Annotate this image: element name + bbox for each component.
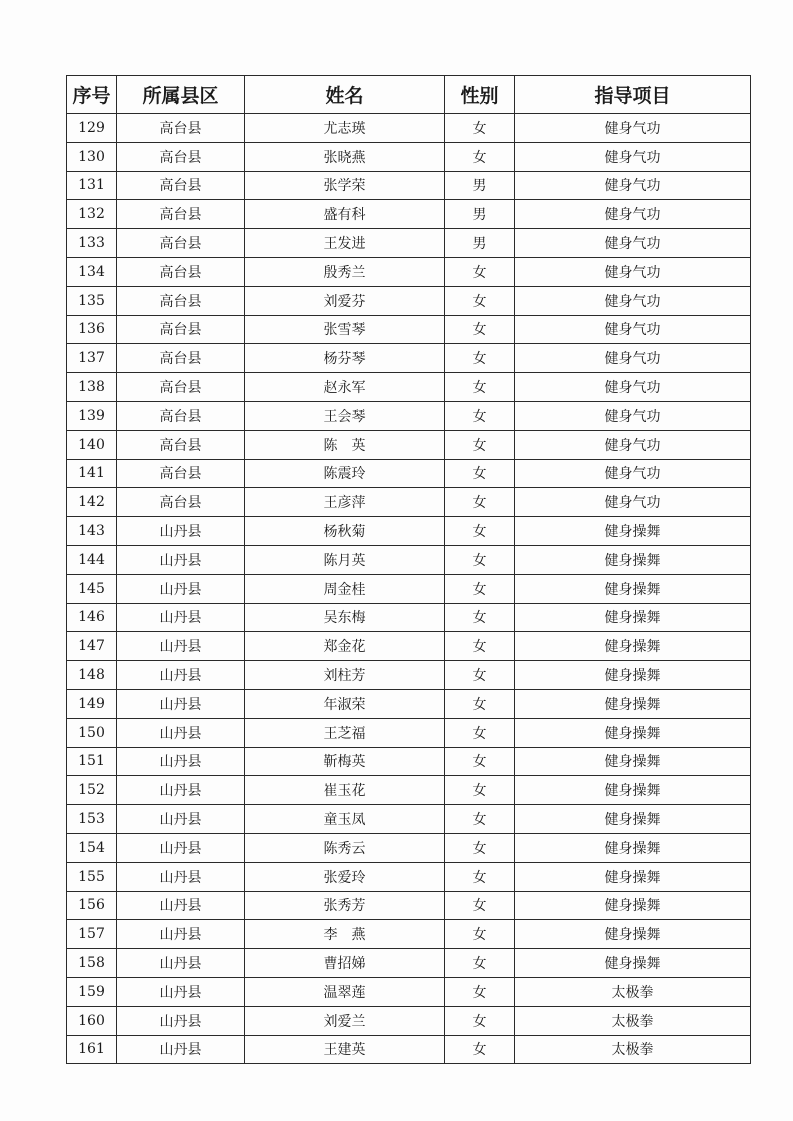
cell-name: 童玉凤 xyxy=(245,805,445,834)
cell-name: 曹招娣 xyxy=(245,949,445,978)
cell-project: 健身气功 xyxy=(515,171,751,200)
cell-gender: 女 xyxy=(445,891,515,920)
table-row xyxy=(67,114,751,143)
cell-county: 高台县 xyxy=(117,200,245,229)
cell-gender: 女 xyxy=(445,430,515,459)
cell-county: 山丹县 xyxy=(117,776,245,805)
cell-county: 高台县 xyxy=(117,171,245,200)
cell-no: 144 xyxy=(67,545,117,574)
table-row xyxy=(67,949,751,978)
table-row xyxy=(67,344,751,373)
cell-project: 健身气功 xyxy=(515,488,751,517)
cell-name: 王彦萍 xyxy=(245,488,445,517)
cell-gender: 女 xyxy=(445,805,515,834)
cell-no: 151 xyxy=(67,747,117,776)
cell-no: 148 xyxy=(67,661,117,690)
cell-no: 132 xyxy=(67,200,117,229)
cell-county: 山丹县 xyxy=(117,545,245,574)
cell-project: 健身气功 xyxy=(515,373,751,402)
cell-name: 盛有科 xyxy=(245,200,445,229)
table-row xyxy=(67,373,751,402)
cell-gender: 女 xyxy=(445,114,515,143)
cell-name: 刘爱芬 xyxy=(245,286,445,315)
cell-project: 健身气功 xyxy=(515,286,751,315)
table-row xyxy=(67,920,751,949)
cell-county: 高台县 xyxy=(117,286,245,315)
cell-gender: 女 xyxy=(445,949,515,978)
cell-project: 健身气功 xyxy=(515,459,751,488)
cell-project: 健身气功 xyxy=(515,200,751,229)
cell-county: 高台县 xyxy=(117,459,245,488)
cell-county: 山丹县 xyxy=(117,862,245,891)
cell-no: 135 xyxy=(67,286,117,315)
table-row xyxy=(67,488,751,517)
cell-name: 陈秀云 xyxy=(245,833,445,862)
cell-name: 王会琴 xyxy=(245,401,445,430)
table-row xyxy=(67,142,751,171)
cell-name: 温翠莲 xyxy=(245,977,445,1006)
header-no: 序号 xyxy=(67,76,117,114)
cell-county: 山丹县 xyxy=(117,891,245,920)
table-row xyxy=(67,517,751,546)
cell-project: 健身操舞 xyxy=(515,891,751,920)
table-row xyxy=(67,805,751,834)
table-body xyxy=(67,114,751,1064)
cell-county: 山丹县 xyxy=(117,949,245,978)
cell-county: 山丹县 xyxy=(117,689,245,718)
table-header-row xyxy=(67,76,751,114)
cell-county: 山丹县 xyxy=(117,574,245,603)
cell-gender: 女 xyxy=(445,632,515,661)
cell-county: 山丹县 xyxy=(117,747,245,776)
table-row xyxy=(67,977,751,1006)
table-row xyxy=(67,171,751,200)
cell-gender: 女 xyxy=(445,661,515,690)
cell-name: 周金桂 xyxy=(245,574,445,603)
cell-no: 139 xyxy=(67,401,117,430)
table-row xyxy=(67,315,751,344)
cell-county: 高台县 xyxy=(117,114,245,143)
table-row xyxy=(67,229,751,258)
cell-name: 王发进 xyxy=(245,229,445,258)
cell-county: 高台县 xyxy=(117,257,245,286)
cell-county: 山丹县 xyxy=(117,833,245,862)
cell-no: 146 xyxy=(67,603,117,632)
cell-name: 靳梅英 xyxy=(245,747,445,776)
cell-name: 尤志瑛 xyxy=(245,114,445,143)
cell-no: 137 xyxy=(67,344,117,373)
cell-name: 陈月英 xyxy=(245,545,445,574)
table-row xyxy=(67,545,751,574)
cell-no: 149 xyxy=(67,689,117,718)
cell-county: 山丹县 xyxy=(117,920,245,949)
cell-name: 杨芬琴 xyxy=(245,344,445,373)
cell-project: 太极拳 xyxy=(515,1035,751,1064)
cell-name: 张雪琴 xyxy=(245,315,445,344)
cell-name: 王建英 xyxy=(245,1035,445,1064)
cell-gender: 女 xyxy=(445,920,515,949)
cell-name: 张爱玲 xyxy=(245,862,445,891)
cell-name: 郑金花 xyxy=(245,632,445,661)
cell-no: 158 xyxy=(67,949,117,978)
cell-gender: 女 xyxy=(445,1006,515,1035)
cell-project: 健身气功 xyxy=(515,430,751,459)
table-row xyxy=(67,430,751,459)
cell-project: 健身气功 xyxy=(515,401,751,430)
cell-gender: 女 xyxy=(445,862,515,891)
cell-county: 高台县 xyxy=(117,430,245,459)
cell-gender: 男 xyxy=(445,171,515,200)
table-row xyxy=(67,1035,751,1064)
table-row xyxy=(67,689,751,718)
cell-county: 山丹县 xyxy=(117,805,245,834)
cell-project: 健身操舞 xyxy=(515,747,751,776)
cell-gender: 女 xyxy=(445,545,515,574)
cell-gender: 女 xyxy=(445,718,515,747)
cell-name: 杨秋菊 xyxy=(245,517,445,546)
cell-name: 吴东梅 xyxy=(245,603,445,632)
cell-project: 健身操舞 xyxy=(515,603,751,632)
cell-name: 张秀芳 xyxy=(245,891,445,920)
cell-gender: 女 xyxy=(445,373,515,402)
header-county: 所属县区 xyxy=(117,76,245,114)
table-row xyxy=(67,632,751,661)
cell-gender: 女 xyxy=(445,603,515,632)
cell-county: 高台县 xyxy=(117,315,245,344)
cell-county: 山丹县 xyxy=(117,718,245,747)
cell-name: 刘爱兰 xyxy=(245,1006,445,1035)
table-row xyxy=(67,891,751,920)
cell-name: 殷秀兰 xyxy=(245,257,445,286)
cell-project: 健身操舞 xyxy=(515,776,751,805)
cell-project: 健身操舞 xyxy=(515,545,751,574)
cell-no: 161 xyxy=(67,1035,117,1064)
cell-county: 高台县 xyxy=(117,229,245,258)
table-row xyxy=(67,257,751,286)
cell-gender: 女 xyxy=(445,833,515,862)
table-row xyxy=(67,776,751,805)
cell-gender: 女 xyxy=(445,1035,515,1064)
cell-no: 129 xyxy=(67,114,117,143)
cell-county: 高台县 xyxy=(117,344,245,373)
cell-name: 张学荣 xyxy=(245,171,445,200)
cell-gender: 女 xyxy=(445,776,515,805)
cell-name: 崔玉花 xyxy=(245,776,445,805)
cell-no: 155 xyxy=(67,862,117,891)
cell-gender: 女 xyxy=(445,747,515,776)
cell-name: 李 燕 xyxy=(245,920,445,949)
cell-no: 142 xyxy=(67,488,117,517)
cell-no: 133 xyxy=(67,229,117,258)
cell-project: 健身操舞 xyxy=(515,920,751,949)
table-row xyxy=(67,862,751,891)
cell-project: 健身气功 xyxy=(515,315,751,344)
cell-county: 高台县 xyxy=(117,373,245,402)
cell-no: 143 xyxy=(67,517,117,546)
cell-name: 张晓燕 xyxy=(245,142,445,171)
cell-project: 健身操舞 xyxy=(515,833,751,862)
cell-project: 健身操舞 xyxy=(515,718,751,747)
cell-no: 157 xyxy=(67,920,117,949)
cell-gender: 女 xyxy=(445,315,515,344)
cell-project: 健身气功 xyxy=(515,142,751,171)
cell-project: 健身气功 xyxy=(515,114,751,143)
table-row xyxy=(67,459,751,488)
cell-gender: 男 xyxy=(445,200,515,229)
table-row xyxy=(67,661,751,690)
table-row xyxy=(67,574,751,603)
cell-no: 160 xyxy=(67,1006,117,1035)
cell-county: 高台县 xyxy=(117,488,245,517)
header-project: 指导项目 xyxy=(515,76,751,114)
cell-gender: 女 xyxy=(445,286,515,315)
header-name: 姓名 xyxy=(245,76,445,114)
cell-name: 陈 英 xyxy=(245,430,445,459)
table-row xyxy=(67,200,751,229)
cell-name: 陈震玲 xyxy=(245,459,445,488)
cell-county: 山丹县 xyxy=(117,632,245,661)
table-row xyxy=(67,401,751,430)
table-row xyxy=(67,747,751,776)
table-row xyxy=(67,603,751,632)
cell-gender: 女 xyxy=(445,344,515,373)
cell-county: 山丹县 xyxy=(117,661,245,690)
cell-no: 134 xyxy=(67,257,117,286)
table-row xyxy=(67,286,751,315)
cell-no: 131 xyxy=(67,171,117,200)
cell-project: 健身操舞 xyxy=(515,574,751,603)
cell-project: 健身气功 xyxy=(515,257,751,286)
cell-gender: 女 xyxy=(445,574,515,603)
table-row xyxy=(67,718,751,747)
cell-gender: 女 xyxy=(445,488,515,517)
cell-project: 太极拳 xyxy=(515,1006,751,1035)
cell-gender: 女 xyxy=(445,401,515,430)
cell-county: 山丹县 xyxy=(117,1035,245,1064)
cell-no: 141 xyxy=(67,459,117,488)
cell-county: 山丹县 xyxy=(117,603,245,632)
cell-no: 130 xyxy=(67,142,117,171)
cell-gender: 女 xyxy=(445,689,515,718)
roster-table xyxy=(66,75,751,1064)
cell-project: 健身操舞 xyxy=(515,862,751,891)
cell-gender: 女 xyxy=(445,459,515,488)
cell-no: 152 xyxy=(67,776,117,805)
cell-gender: 男 xyxy=(445,229,515,258)
cell-name: 年淑荣 xyxy=(245,689,445,718)
cell-project: 健身操舞 xyxy=(515,661,751,690)
cell-county: 山丹县 xyxy=(117,517,245,546)
cell-county: 山丹县 xyxy=(117,1006,245,1035)
cell-gender: 女 xyxy=(445,142,515,171)
cell-county: 高台县 xyxy=(117,401,245,430)
cell-gender: 女 xyxy=(445,977,515,1006)
cell-name: 王芝福 xyxy=(245,718,445,747)
cell-county: 山丹县 xyxy=(117,977,245,1006)
cell-no: 153 xyxy=(67,805,117,834)
cell-no: 138 xyxy=(67,373,117,402)
cell-project: 健身操舞 xyxy=(515,949,751,978)
cell-no: 159 xyxy=(67,977,117,1006)
cell-project: 健身操舞 xyxy=(515,805,751,834)
cell-project: 健身气功 xyxy=(515,344,751,373)
cell-gender: 女 xyxy=(445,257,515,286)
table-row xyxy=(67,833,751,862)
cell-no: 154 xyxy=(67,833,117,862)
cell-project: 健身气功 xyxy=(515,229,751,258)
cell-county: 高台县 xyxy=(117,142,245,171)
cell-no: 145 xyxy=(67,574,117,603)
cell-gender: 女 xyxy=(445,517,515,546)
cell-no: 156 xyxy=(67,891,117,920)
cell-name: 赵永军 xyxy=(245,373,445,402)
cell-project: 健身操舞 xyxy=(515,517,751,546)
cell-no: 140 xyxy=(67,430,117,459)
cell-no: 136 xyxy=(67,315,117,344)
cell-project: 健身操舞 xyxy=(515,689,751,718)
cell-no: 147 xyxy=(67,632,117,661)
cell-no: 150 xyxy=(67,718,117,747)
header-gender: 性别 xyxy=(445,76,515,114)
cell-name: 刘柱芳 xyxy=(245,661,445,690)
table-row xyxy=(67,1006,751,1035)
cell-project: 太极拳 xyxy=(515,977,751,1006)
cell-project: 健身操舞 xyxy=(515,632,751,661)
